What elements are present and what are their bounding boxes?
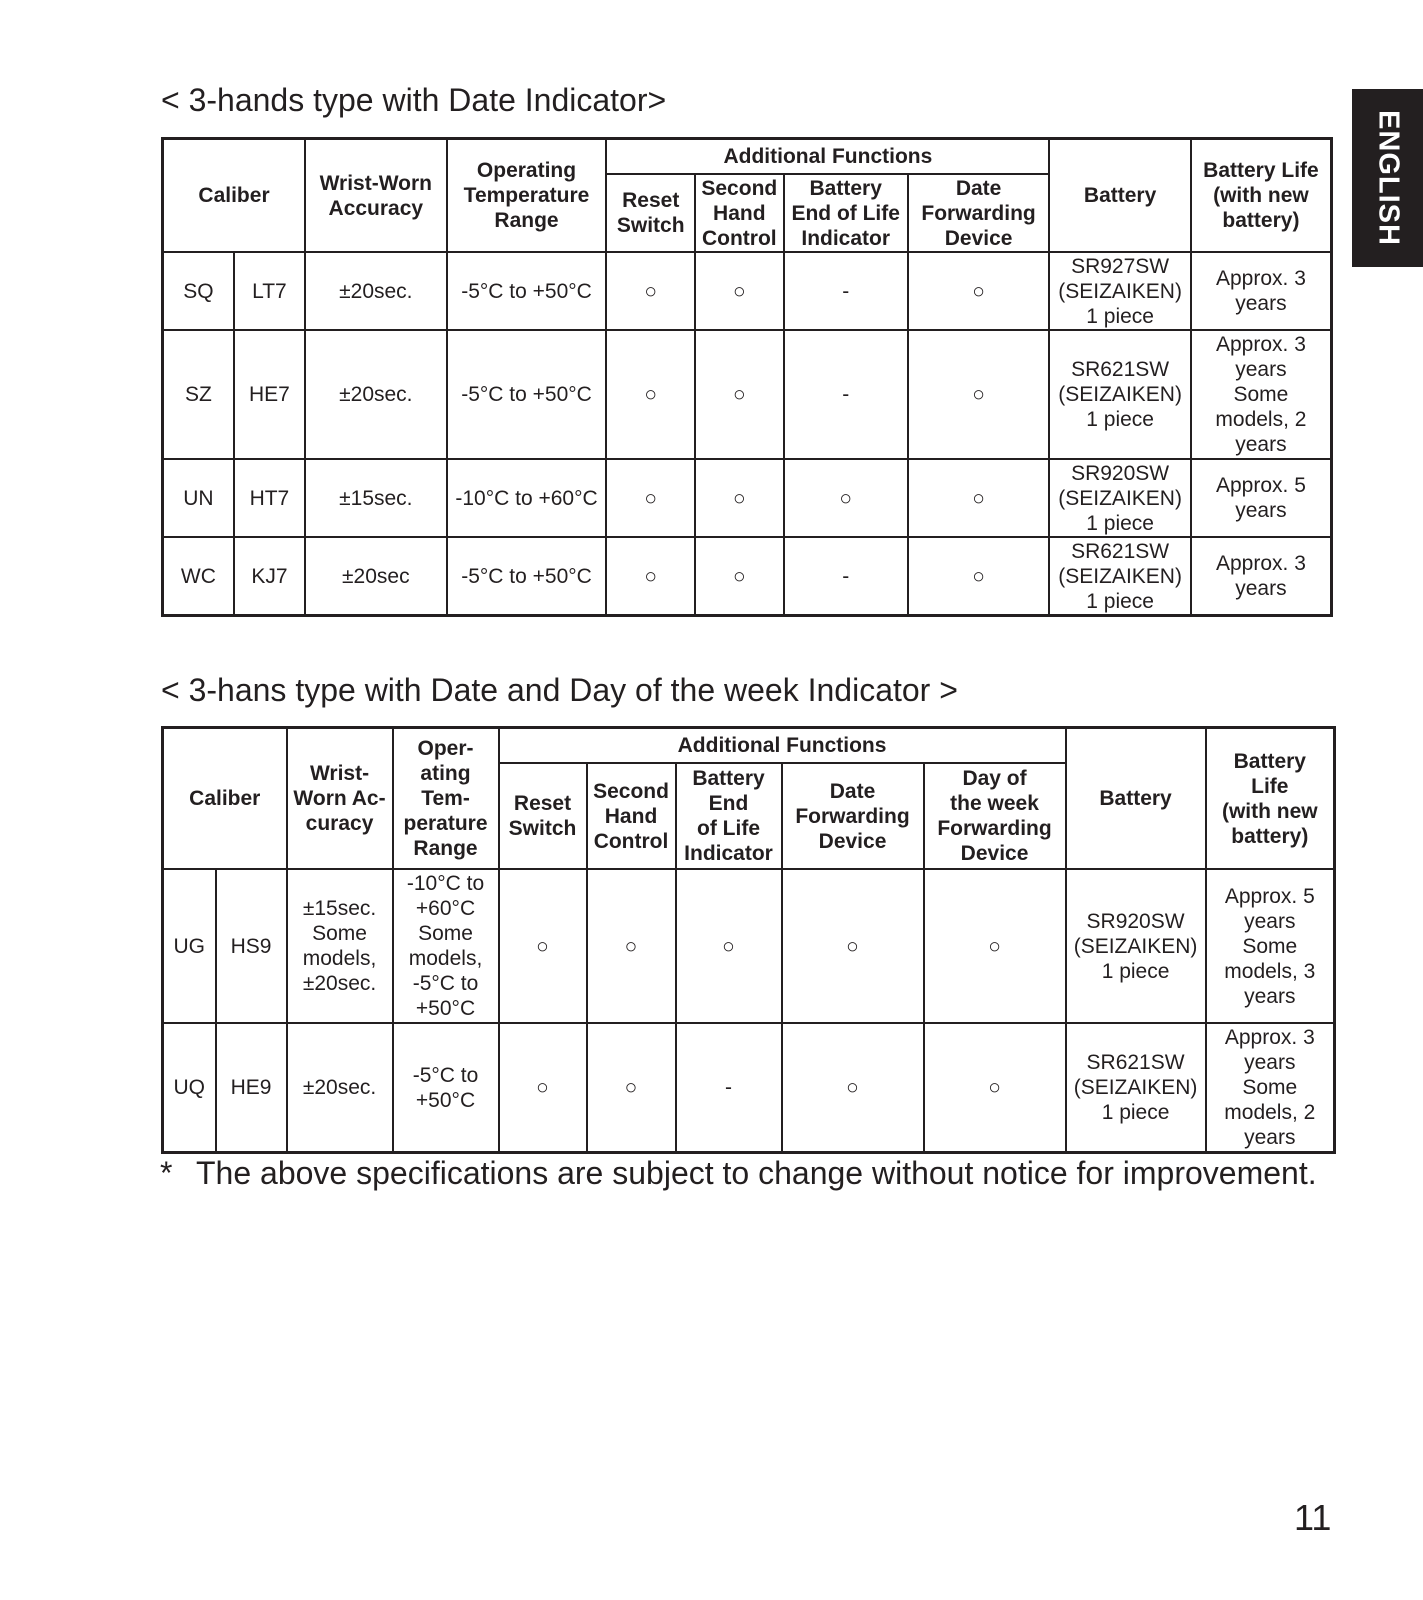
header-day-forwarding: Day of the week Forwarding Device bbox=[924, 763, 1066, 869]
language-tab-label: ENGLISH bbox=[1372, 110, 1404, 246]
cell-second-hand: ○ bbox=[695, 330, 784, 459]
spec-table-date-indicator bbox=[161, 137, 1333, 617]
cell-caliber: HE7 bbox=[234, 330, 305, 459]
cell-battery-eol: ○ bbox=[676, 869, 782, 1023]
cell-caliber: HT7 bbox=[234, 459, 305, 537]
header-temperature: Operating Temperature Range bbox=[447, 139, 607, 253]
cell-temperature: -5°C to +50°C bbox=[447, 537, 607, 616]
header-reset-switch: Reset Switch bbox=[499, 763, 587, 869]
cell-temperature: -5°C to +50°C bbox=[447, 330, 607, 459]
header-battery-life: Battery Life (with new battery) bbox=[1206, 728, 1335, 870]
cell-reset: ○ bbox=[606, 330, 695, 459]
cell-second-hand: ○ bbox=[695, 537, 784, 616]
cell-date-forwarding: ○ bbox=[908, 537, 1050, 616]
cell-second-hand: ○ bbox=[587, 1023, 676, 1153]
cell-battery: SR927SW (SEIZAIKEN) 1 piece bbox=[1049, 252, 1191, 330]
spec-table-date-day-indicator bbox=[161, 726, 1336, 1154]
header-battery-life: Battery Life (with new battery) bbox=[1191, 139, 1332, 253]
header-caliber: Caliber bbox=[163, 728, 287, 870]
cell-second-hand: ○ bbox=[695, 252, 784, 330]
cell-battery-life: Approx. 5 years Some models, 3 years bbox=[1206, 869, 1335, 1023]
table1-title: < 3-hands type with Date Indicator> bbox=[161, 82, 667, 118]
header-additional-functions: Additional Functions bbox=[606, 139, 1049, 175]
cell-temperature: -5°C to +50°C bbox=[393, 1023, 499, 1153]
cell-accuracy: ±20sec bbox=[305, 537, 447, 616]
cell-series: UG bbox=[163, 869, 216, 1023]
cell-temperature: -10°C to +60°C Some models, -5°C to +50°C bbox=[393, 869, 499, 1023]
cell-accuracy: ±20sec. bbox=[287, 1023, 393, 1153]
cell-series: WC bbox=[163, 537, 234, 616]
cell-caliber: HE9 bbox=[216, 1023, 287, 1153]
header-second-hand-control: Second Hand Control bbox=[695, 174, 784, 252]
cell-battery: SR621SW (SEIZAIKEN) 1 piece bbox=[1049, 537, 1191, 616]
cell-date-forwarding: ○ bbox=[782, 869, 924, 1023]
cell-battery-eol: - bbox=[784, 252, 908, 330]
cell-battery-life: Approx. 3 years Some models, 2 years bbox=[1191, 330, 1332, 459]
footnote bbox=[160, 1153, 1335, 1194]
table-row bbox=[163, 1023, 1335, 1153]
footnote-marker: * bbox=[160, 1155, 173, 1191]
cell-reset: ○ bbox=[606, 252, 695, 330]
header-date-forwarding: Date Forwarding Device bbox=[908, 174, 1050, 252]
cell-battery-life: Approx. 3 years Some models, 2 years bbox=[1206, 1023, 1335, 1153]
cell-battery: SR621SW (SEIZAIKEN) 1 piece bbox=[1049, 330, 1191, 459]
header-temperature: Oper- ating Tem- perature Range bbox=[393, 728, 499, 870]
header-battery: Battery bbox=[1049, 139, 1191, 253]
cell-battery-eol: - bbox=[784, 330, 908, 459]
cell-battery-eol: - bbox=[784, 537, 908, 616]
cell-caliber: LT7 bbox=[234, 252, 305, 330]
cell-date-forwarding: ○ bbox=[908, 330, 1050, 459]
cell-series: SZ bbox=[163, 330, 234, 459]
cell-battery-eol: - bbox=[676, 1023, 782, 1153]
header-battery-eol-indicator: Battery End of Life Indicator bbox=[784, 174, 908, 252]
header-second-hand-control: Second Hand Control bbox=[587, 763, 676, 869]
table-row bbox=[163, 459, 1332, 537]
cell-reset: ○ bbox=[606, 537, 695, 616]
cell-caliber: HS9 bbox=[216, 869, 287, 1023]
cell-series: SQ bbox=[163, 252, 234, 330]
cell-reset: ○ bbox=[499, 1023, 587, 1153]
language-tab bbox=[1352, 89, 1423, 267]
cell-second-hand: ○ bbox=[587, 869, 676, 1023]
cell-temperature: -10°C to +60°C bbox=[447, 459, 607, 537]
header-battery: Battery bbox=[1066, 728, 1206, 870]
table-row bbox=[163, 330, 1332, 459]
cell-date-forwarding: ○ bbox=[782, 1023, 924, 1153]
footnote-text: The above specifications are subject to change without notice for improvement. bbox=[196, 1155, 1317, 1191]
header-date-forwarding: Date Forwarding Device bbox=[782, 763, 924, 869]
cell-date-forwarding: ○ bbox=[908, 252, 1050, 330]
cell-accuracy: ±20sec. bbox=[305, 330, 447, 459]
header-additional-functions: Additional Functions bbox=[499, 728, 1066, 764]
header-accuracy: Wrist-Worn Accuracy bbox=[305, 139, 447, 253]
cell-battery-eol: ○ bbox=[784, 459, 908, 537]
cell-accuracy: ±15sec. Some models, ±20sec. bbox=[287, 869, 393, 1023]
cell-battery: SR621SW (SEIZAIKEN) 1 piece bbox=[1066, 1023, 1206, 1153]
page-number: 11 bbox=[1294, 1497, 1332, 1538]
cell-battery-life: Approx. 5 years bbox=[1191, 459, 1332, 537]
cell-reset: ○ bbox=[606, 459, 695, 537]
cell-caliber: KJ7 bbox=[234, 537, 305, 616]
header-battery-eol-indicator: Battery End of Life Indicator bbox=[676, 763, 782, 869]
table-row bbox=[163, 537, 1332, 616]
cell-battery: SR920SW (SEIZAIKEN) 1 piece bbox=[1066, 869, 1206, 1023]
table2-title: < 3-hans type with Date and Day of the week Indicator > bbox=[161, 672, 958, 708]
cell-accuracy: ±15sec. bbox=[305, 459, 447, 537]
header-reset-switch: Reset Switch bbox=[606, 174, 695, 252]
cell-second-hand: ○ bbox=[695, 459, 784, 537]
cell-day-forwarding: ○ bbox=[924, 869, 1066, 1023]
cell-temperature: -5°C to +50°C bbox=[447, 252, 607, 330]
cell-battery-life: Approx. 3 years bbox=[1191, 537, 1332, 616]
cell-series: UQ bbox=[163, 1023, 216, 1153]
cell-reset: ○ bbox=[499, 869, 587, 1023]
header-caliber: Caliber bbox=[163, 139, 306, 253]
table-row bbox=[163, 252, 1332, 330]
cell-battery: SR920SW (SEIZAIKEN) 1 piece bbox=[1049, 459, 1191, 537]
cell-day-forwarding: ○ bbox=[924, 1023, 1066, 1153]
cell-date-forwarding: ○ bbox=[908, 459, 1050, 537]
header-accuracy: Wrist- Worn Ac- curacy bbox=[287, 728, 393, 870]
cell-accuracy: ±20sec. bbox=[305, 252, 447, 330]
cell-battery-life: Approx. 3 years bbox=[1191, 252, 1332, 330]
cell-series: UN bbox=[163, 459, 234, 537]
table-row bbox=[163, 869, 1335, 1023]
